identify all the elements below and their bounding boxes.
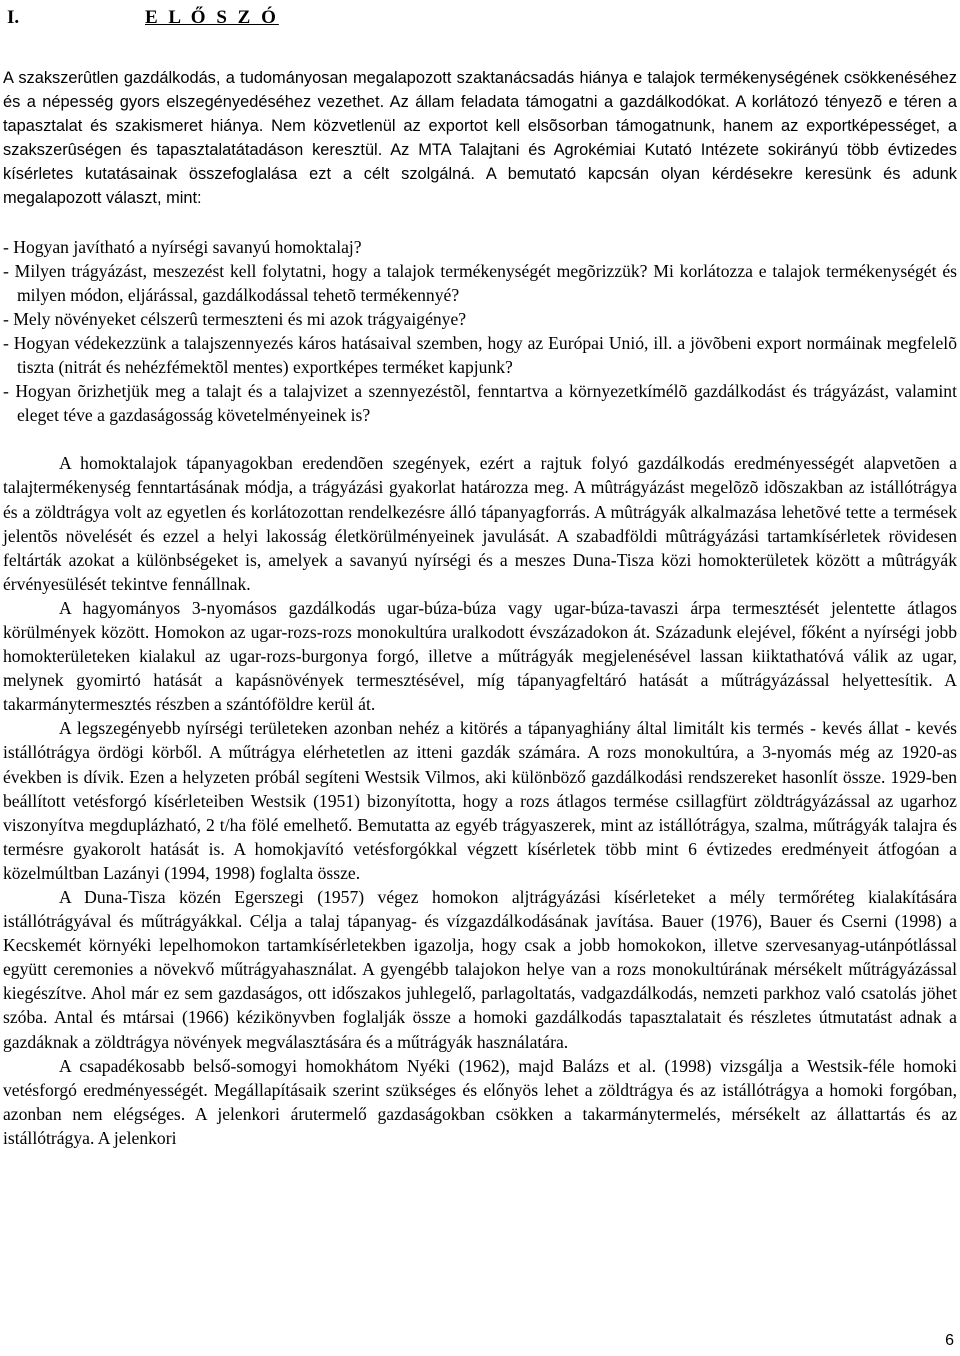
list-item: - Hogyan õrizhetjük meg a talajt és a talajvizet a szennyezéstõl, fenntartva a környezetkímélõ gazdálkodást és trágyázást, valamint eleget téve a gazdaságosság követelményeinek is? [3, 381, 957, 426]
body-paragraph: A homoktalajok tápanyagokban eredendõen szegények, ezért a rajtuk folyó gazdálkodás eredményességét alapvetõen a talajtermékenység fenntartásának módja, a trágyázási gyakorlat határozza meg. A mûtrágyázást megelõzõ idõszakban az istállótrágya és a zöldtrágya volt az egyetlen és korlátozottan rendelkezésre álló tápanyagforrás. A mûtrágyák alkalmazása lehetõvé tette a termések jelentõs növelését és ezzel a helyi lakosság életkörülményeinek javulását. A szabadföldi mûtrágyázási tartamkísérletek rövidesen feltárták azokat a különbségeket is, amelyek a savanyú nyírségi és a meszes Duna-Tisza közi homokterületek között a mûtrágyák érvényesülését tekintve fennállnak. [3, 453, 957, 594]
body-text [3, 451, 957, 1150]
page-number: 6 [945, 1332, 954, 1349]
list-item: - Hogyan javítható a nyírségi savanyú homoktalaj? [3, 236, 362, 257]
list-item: - Mely növényeket célszerû termeszteni és mi azok trágyaigénye? [3, 308, 467, 329]
chapter-title: E L Ő S Z Ó [145, 7, 279, 28]
body-paragraph: A csapadékosabb belső-somogyi homokhátom Nyéki (1962), majd Balázs et al. (1998) vizsgálja a Westsik-féle homoki vetésforgó eredményességét. Megállapításaik szerint szükséges és előnyös lehet a zöldtrágya és az istállótrágya a homoki forgóban, azonban nem elégséges. A jelenkori árutermelő gazdaságokban csökken a takarmánytermelés, mérsékelt az állattartás és az istállótrágya. A jelenkori [3, 1055, 957, 1148]
body-paragraph: A hagyományos 3-nyomásos gazdálkodás ugar-búza-búza vagy ugar-búza-tavaszi árpa termesztését jelentette átlagos körülmények között. Homokon az ugar-rozs-rozs monokultúra uralkodott évszázadokon át. Századunk elejével, főként a nyírségi jobb homokterületeken kialakul az ugar-rozs-burgonya forgó, illetve a műtrágyák megjelenésével lassan kiiktathatóvá válik az ugar, melynek gyomirtó hatását a kapásnövények termesztésével, míg tápanyagfeltáró hatását a műtrágyázással helyettesítik. A takarmánytermesztés részben a szántóföldre kerül át. [3, 597, 957, 715]
body-paragraph: A legszegényebb nyírségi területeken azonban nehéz a kitörés a tápanyaghiány által limitált kis termés - kevés állat - kevés istállótrágya ördögi körből. A műtrágya elérhetetlen az itteni gazdák számára. A rozs monokultúra, a 3-nyomás még az 1920-as években is dívik. Ezen a helyzeten próbál segíteni Westsik Vilmos, aki különböző gazdálkodási rendszereket hasonlít össze. 1929-ben beállított vetésforgó kísérleteiben Westsik (1951) bizonyította, hogy a rozs átlagos termése csillagfürt zöldtrágyázással az ugarhoz viszonyítva megduplázható, 2 t/ha fölé emelhető. Bemutatta az egyéb trágyaszerek, mint az istállótrágya, szalma, műtrágyák talajra és termésre gyakorolt hatását is. A homokjavító vetésforgókkal végzett kísérletek több mint 6 évtizedes eredményeit átfogóan a közelmúltban Lazányi (1994, 1998) foglalta össze. [3, 718, 957, 883]
document-page [3, 0, 957, 1150]
chapter-heading [3, 0, 957, 36]
body-paragraph: A Duna-Tisza közén Egerszegi (1957) végez homokon aljtrágyázási kísérleteket a mély termőréteg kialakítására istállótrágyával és műtrágyákkal. Célja a talaj tápanyag- és vízgazdálkodásának javítása. Bauer (1976), Bauer és Cserni (1998) a Kecskemét környéki lepelhomokon tartamkísérletekben igazolja, hogy csak a jobb homokokon, illetve szervesanyag-utánpótlással együtt ceremonies a növekvő műtrágyahasználat. A gyengébb talajokon helye van a rozs monokultúrának mérsékelt műtrágyázással kiegészítve. Ahol már ez sem gazdaságos, ott időszakos juhlegelő, parlagoltatás, vadgazdálkodás, nemzeti parkhoz való csatolás jöhet szóba. Antal és mtársai (1966) kézikönyvben foglalják össze a homoki gazdálkodás tapasztalatait és részletes útmutatást adnak a gazdáknak a zöldtrágya növények megválasztására és a műtrágyák használatára. [3, 887, 957, 1052]
list-item: - Milyen trágyázást, meszezést kell folytatni, hogy a talajok termékenységét megõrizzük? Mi korlátozza e talajok termékenységét és milyen módon, eljárással, gazdálkodással tehetõ termékennyé? [3, 260, 957, 305]
chapter-number: I. [7, 7, 20, 28]
list-item: - Hogyan védekezzünk a talajszennyezés káros hatásaival szemben, hogy az Európai Unió, ill. a jövõbeni export normáinak megfelelõ tiszta (nitrát és nehézfémektõl mentes) exportképes terméket kapjunk? [3, 332, 957, 378]
question-list [3, 235, 957, 428]
intro-paragraph: A szakszerûtlen gazdálkodás, a tudományosan megalapozott szaktanácsadás hiánya e talajok termékenységének csökkenéséhez és a népesség gyors elszegényedéséhez vezethet. Az állam feladata támogatni a gazdálkodókat. A korlátozó tényezõ e téren a tapasztalat és szakismeret hiánya. Nem közvetlenül az exportot kell elsõsorban támogatnunk, hanem az exportképességet, a szakszerûségen és tapasztalatátadáson keresztül. Az MTA Talajtani és Agrokémiai Kutató Intézete sokirányú több évtizedes kísérletes kutatásainak összefoglalása ezt a célt szolgálná. A bemutató kapcsán olyan kérdésekre keresünk és adunk megalapozott választ, mint: [3, 69, 957, 208]
